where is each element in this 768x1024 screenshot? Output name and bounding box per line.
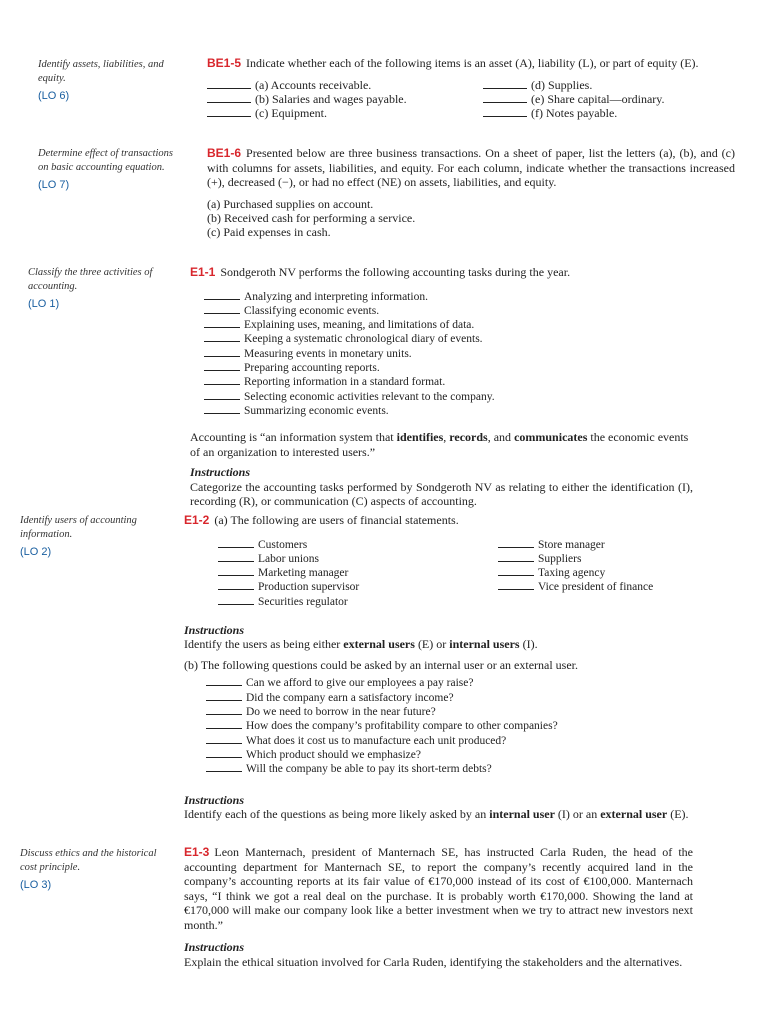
answer-blank[interactable]: [206, 734, 242, 744]
margin-note-e1-2: [20, 514, 165, 560]
list-item: Reporting information in a standard format.: [204, 375, 693, 389]
task-list: [190, 290, 693, 419]
list-item: Did the company earn a satisfactory income?: [206, 691, 693, 705]
answer-blank[interactable]: [483, 93, 527, 103]
answer-blank[interactable]: [218, 595, 254, 605]
margin-note-text: Identify users of accounting information.: [20, 515, 137, 540]
answer-blank[interactable]: [206, 719, 242, 729]
list-item: Labor unions: [218, 552, 498, 566]
exercise-code: BE1-6: [207, 146, 242, 160]
answer-blank[interactable]: [218, 580, 254, 590]
users-list-left: [218, 538, 498, 609]
margin-note-be1-6: [38, 147, 178, 193]
margin-note-e1-3: [20, 847, 160, 893]
exercise-code: E1-3: [184, 845, 210, 859]
learning-objective-link[interactable]: (LO 1): [28, 298, 60, 310]
answer-blank[interactable]: [498, 580, 534, 590]
margin-note-text: Discuss ethics and the historical cost principle.: [20, 848, 157, 873]
list-item: Store manager: [498, 538, 693, 552]
list-item: (a) Accounts receivable.: [207, 78, 483, 92]
list-item: Customers: [218, 538, 498, 552]
item-list-left: [207, 78, 483, 121]
instructions-heading: Instructions: [184, 792, 245, 807]
list-item: How does the company’s profitability compare to other companies?: [206, 719, 693, 733]
answer-blank[interactable]: [204, 404, 240, 414]
exercise-code: BE1-5: [207, 56, 242, 70]
answer-blank[interactable]: [483, 79, 527, 89]
answer-blank[interactable]: [204, 304, 240, 314]
exercise-intro: [207, 146, 735, 190]
exercise-text: Presented below are three business transactions. On a sheet of paper, list the letters (a), (b), and (c) with columns for assets, liabilities, and equity. For each column, indicate whether the transactions increased (+), decreased (−), or had no effect (NE) on assets, liabilities, and equity.: [207, 146, 735, 189]
answer-blank[interactable]: [498, 566, 534, 576]
exercise-text: Sondgeroth NV performs the following accounting tasks during the year.: [220, 265, 571, 279]
users-grid: [184, 538, 693, 609]
list-item: Analyzing and interpreting information.: [204, 290, 693, 304]
answer-blank[interactable]: [204, 390, 240, 400]
list-item: Classifying economic events.: [204, 304, 693, 318]
learning-objective-link[interactable]: (LO 3): [20, 879, 52, 891]
part-b-intro: (b) The following questions could be asked by an internal user or an external user.: [184, 657, 579, 672]
exercise-body: [184, 845, 693, 932]
list-item: Vice president of finance: [498, 580, 693, 594]
list-item: Will the company be able to pay its short-term debts?: [206, 762, 693, 776]
list-item: (e) Share capital—ordinary.: [483, 92, 735, 106]
exercise-text: Leon Manternach, president of Manternach SE, has instructed Carla Ruden, the head of the accounting department for Manternach SE, to report the company’s recently acquired land in the company’s accounting reports at its fair value of €170,000 instead of its cost of €100,000. Manternach says, “I think we got a real deal on the purchase. It is probably worth €170,000. Showing the land at €170,000 will make our company look like a better investment when we try to attract new investors next month.”: [184, 845, 693, 932]
answer-blank[interactable]: [204, 318, 240, 328]
answer-blank[interactable]: [204, 290, 240, 300]
answer-blank[interactable]: [206, 705, 242, 715]
list-item: Do we need to borrow in the near future?: [206, 705, 693, 719]
margin-note-be1-5: [38, 58, 178, 104]
answer-blank[interactable]: [206, 748, 242, 758]
list-item: Production supervisor: [218, 580, 498, 594]
exercise-e1-3: [184, 845, 693, 969]
answer-blank[interactable]: [206, 676, 242, 686]
item-grid: [207, 78, 735, 121]
answer-blank[interactable]: [206, 691, 242, 701]
list-item: Selecting economic activities relevant to the company.: [204, 390, 693, 404]
answer-blank[interactable]: [218, 538, 254, 548]
list-item: (f) Notes payable.: [483, 106, 735, 120]
margin-note-e1-1: [28, 266, 168, 312]
instructions-heading: Instructions: [184, 622, 245, 637]
answer-blank[interactable]: [207, 93, 251, 103]
list-item: (a) Purchased supplies on account.: [207, 196, 374, 211]
item-list-right: [483, 78, 735, 121]
learning-objective-link[interactable]: (LO 2): [20, 546, 52, 558]
answer-blank[interactable]: [207, 107, 251, 117]
exercise-be1-5: [207, 56, 735, 120]
answer-blank[interactable]: [498, 538, 534, 548]
answer-blank[interactable]: [218, 566, 254, 576]
margin-note-text: Identify assets, liabilities, and equity.: [38, 59, 164, 84]
exercise-e1-2: [184, 513, 693, 822]
exercise-text: (a) The following are users of financial statements.: [214, 513, 459, 527]
list-item: Explaining uses, meaning, and limitations of data.: [204, 318, 693, 332]
learning-objective-link[interactable]: (LO 7): [38, 179, 70, 191]
margin-note-text: Classify the three activities of accounting.: [28, 267, 153, 292]
accounting-definition: Accounting is “an information system that identifies, records, and communicates the economic events of an organization to interested users.”: [190, 430, 689, 459]
transaction-list: [207, 197, 735, 240]
list-item: Which product should we emphasize?: [206, 748, 693, 762]
answer-blank[interactable]: [207, 79, 251, 89]
list-item: (b) Salaries and wages payable.: [207, 92, 483, 106]
answer-blank[interactable]: [204, 375, 240, 385]
list-item: (c) Paid expenses in cash.: [207, 225, 331, 240]
margin-note-text: Determine effect of transactions on basic accounting equation.: [38, 148, 174, 173]
list-item: (b) Received cash for performing a service.: [207, 210, 416, 225]
answer-blank[interactable]: [206, 762, 242, 772]
list-item: Keeping a systematic chronological diary of events.: [204, 332, 693, 346]
answer-blank[interactable]: [483, 107, 527, 117]
list-item: (c) Equipment.: [207, 106, 483, 120]
list-item: Can we afford to give our employees a pay raise?: [206, 676, 693, 690]
instructions-heading: Instructions: [184, 940, 245, 954]
exercise-code: E1-2: [184, 513, 210, 527]
learning-objective-link[interactable]: (LO 6): [38, 90, 70, 102]
exercise-code: E1-1: [190, 265, 216, 279]
list-item: Measuring events in monetary units.: [204, 347, 693, 361]
list-item: Marketing manager: [218, 566, 498, 580]
instructions-text: Categorize the accounting tasks performed by Sondgeroth NV as relating to either the identification (I), recording (R), or communication (C) aspects of accounting.: [190, 479, 693, 509]
users-list-right: [498, 538, 693, 609]
instructions-heading: Instructions: [190, 465, 251, 480]
answer-blank[interactable]: [204, 347, 240, 357]
answer-blank[interactable]: [218, 552, 254, 562]
exercise-intro: [190, 265, 693, 280]
questions-list: [184, 676, 693, 776]
list-item: Securities regulator: [218, 595, 498, 609]
list-item: What does it cost us to manufacture each unit produced?: [206, 734, 693, 748]
exercise-e1-1: [190, 265, 693, 509]
list-item: Taxing agency: [498, 566, 693, 580]
exercise-intro: [184, 513, 693, 528]
list-item: Suppliers: [498, 552, 693, 566]
list-item: Preparing accounting reports.: [204, 361, 693, 375]
instructions-text: Explain the ethical situation involved for Carla Ruden, identifying the stakeholders and the alternatives.: [184, 954, 683, 969]
answer-blank[interactable]: [204, 332, 240, 342]
instructions-text: Identify the users as being either external users (E) or internal users (I).: [184, 637, 538, 652]
instructions-text: Identify each of the questions as being more likely asked by an internal user (I) or an external user (E).: [184, 807, 689, 822]
exercise-intro: [207, 56, 735, 71]
list-item: (d) Supplies.: [483, 78, 735, 92]
list-item: Summarizing economic events.: [204, 404, 693, 418]
exercise-be1-6: [207, 146, 735, 239]
answer-blank[interactable]: [204, 361, 240, 371]
answer-blank[interactable]: [498, 552, 534, 562]
exercise-text: Indicate whether each of the following items is an asset (A), liability (L), or part of equity (E).: [246, 56, 699, 70]
